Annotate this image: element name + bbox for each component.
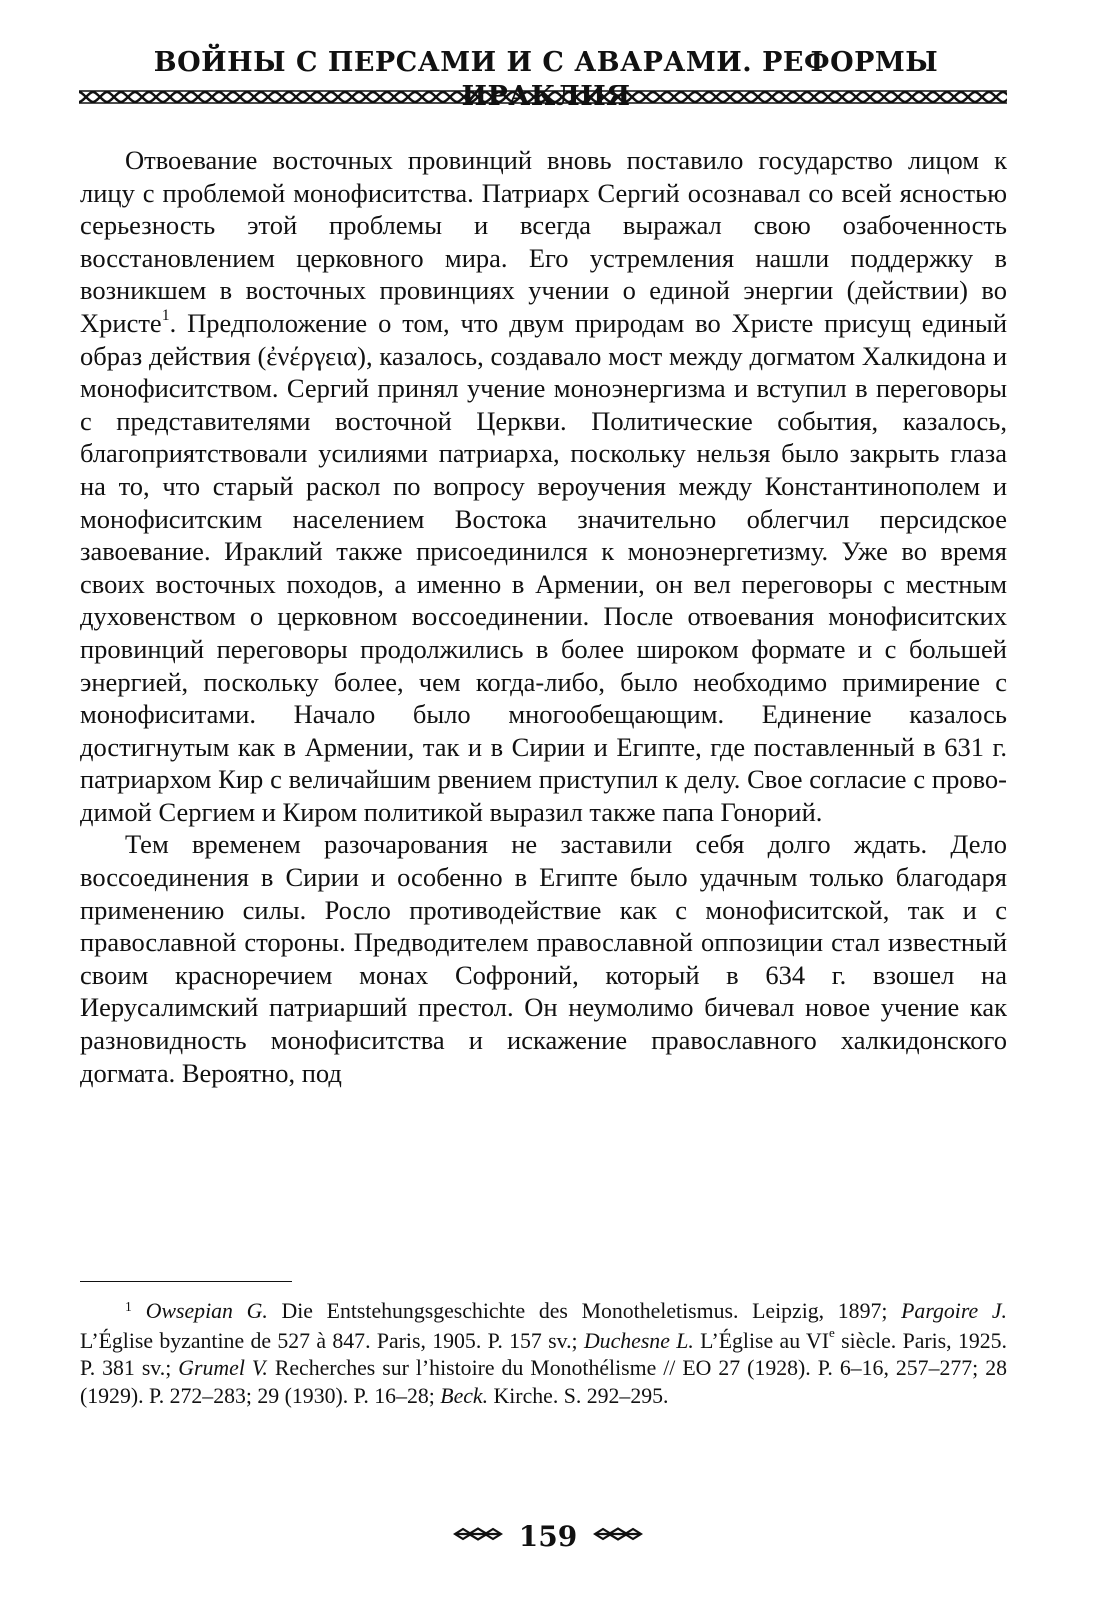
running-title: ВОЙНЫ С ПЕРСАМИ И С АВАРАМИ. РЕФОРМЫ ИРАКЛИЯ bbox=[153, 47, 939, 112]
page-number: 159 bbox=[518, 1519, 578, 1553]
ornament-right-icon bbox=[593, 1527, 643, 1546]
footnote-text: siècle. Paris, 1925. P. 381 sv.; bbox=[80, 1328, 1007, 1381]
footnote-author: Owsepian G. bbox=[145, 1299, 268, 1323]
footnote-text: Kirche. S. 292–295. bbox=[488, 1384, 669, 1409]
footnote-number: 1 bbox=[125, 1298, 132, 1314]
footnotes bbox=[80, 1298, 1007, 1411]
main-text bbox=[80, 144, 1007, 1089]
footnote-author: Duchesne L. bbox=[583, 1328, 694, 1353]
footnote-text: L’Église byzantine de 527 à 847. Paris, 1905. P. 157 sv.; bbox=[80, 1328, 584, 1353]
paragraph-text: Отвоевание восточных провинций вновь поставило государство лицом к лицу с проблемой монофиситства. Патриарх Сергий осознавал со всей ясностью серьезность этой проблемы и всегда выражал свою озабоченность восстановлением церковного мира. Его устремления нашли поддержку в возникшем в восточных провинциях учении о единой энергии (действии) во Христе bbox=[80, 145, 1007, 338]
ornament-left-icon bbox=[453, 1527, 503, 1546]
footnote-text: Die Entstehungsgeschichte des Monotheletismus. Leipzig, 1897; bbox=[267, 1299, 902, 1323]
footnote-superscript: e bbox=[829, 1325, 835, 1341]
footnote-author: Pargoire J. bbox=[901, 1299, 1007, 1323]
footnote bbox=[80, 1298, 1007, 1411]
paragraph bbox=[80, 144, 1007, 828]
footnote-author: Grumel V. bbox=[178, 1356, 268, 1381]
folio bbox=[450, 1516, 646, 1556]
footnote-author: Beck. bbox=[440, 1384, 489, 1409]
footnote-text: L’Église au VI bbox=[693, 1328, 830, 1353]
paragraph: Тем временем разочарования не заставили себя долго ждать. Дело воссоединения в Сирии и особенно в Египте было удачным только благодаря применению силы. Росло противодействие как с монофиситской, так и с православной стороны. Предводителем православной оппозиции стал известный своим красноречием монах Софроний, который в 634 г. взошел на Иерусалимский патриарший престол. Он неумолимо бичевал новое учение как разновидность монофиситства и искажение православного халкидонского догмата. Вероятно, под bbox=[80, 829, 1007, 1088]
footnote-divider bbox=[80, 1281, 292, 1282]
footnote-reference[interactable]: 1 bbox=[161, 306, 170, 324]
ornamental-border-icon bbox=[79, 90, 1007, 104]
paragraph-text: . Предположение о том, что двум природам во Христе присущ единый образ действия (ἐνέργεια), казалось, создавало мост между догматом Халкидона и монофиситством. Сергий принял учение моноэнергизма и вступил в переговоры с представителями восточной Церкви. Политические события, казалось, благоприятствовали усилиями патриарха, поскольку нельзя было закрыть глаза на то, что старый раскол по вопросу вероучения между Константинополем и монофиситским населением Востока значительно облегчил персидское завоевание. Ираклий также присоединился к моноэнергетизму. Уже во время своих восточных походов, а именно в Армении, он вел переговоры с местным духовенством о церковном воссоединении. После отвоевания монофиситских провинций переговоры продолжились в более широком формате и с большей энергией, поскольку более, чем когда-либо, было необходимо примирение с монофиситами. Начало было многообещающим. Единение казалось достигнутым как в Армении, так и в Сирии и Египте, где поставленный в 631 г. патриархом Кир с величайшим рвением приступил к делу. Свое согласие с проводимой Сергием и Киром политикой выразил также папа Гонорий. bbox=[80, 307, 1007, 827]
footnote-text: Recherches sur l’histoire du Monothélisme // EO 27 (1928). P. 6–16, 257–277; 28 (1929). P. 272–283; 29 (1930). P. 16–28; bbox=[80, 1356, 1008, 1409]
